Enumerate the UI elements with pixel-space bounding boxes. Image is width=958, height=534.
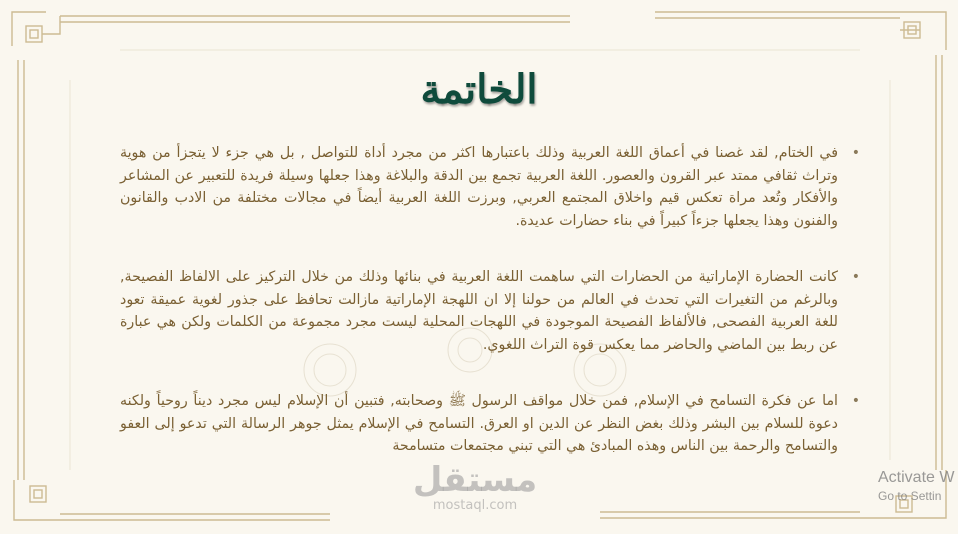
bullet-icon: •	[851, 269, 860, 285]
paragraph-text: كانت الحضارة الإماراتية من الحضارات التي ساهمت اللغة العربية في بنائها وذلك من خلال التركيز على الالفاظ الفصيحة, وبالرغم من التغيرات التي تحدث في العالم من حولنا إلا ان اللهجة الإماراتية مازالت تحافظ على جذور لغوية عميقة تعود للغة العربية الفصحى, فالألفاظ الفصيحة الموجودة في اللهجات المحلية ليست مجرد مجموعة من الكلمات ولكن هي عبارة عن ربط بين الماضي والحاضر مما يعكس قوة التراث اللغوي.	[120, 269, 838, 353]
activation-title: Activate W	[878, 469, 955, 486]
paragraph-text: في الختام, لقد غصنا في أعماق اللغة العربية وذلك باعتبارها اكثر من مجرد أداة للتواصل , بل هي جزء لا يتجزأ من هوية وتراث ثقافي ممتد عبر القرون والعصور. اللغة العربية تجمع بين الدقة والبلاغة وهذا جعلها وسيلة فريدة للتعبير عن المشاعر والأفكار وتُعد مراة تعكس قيم واخلاق المجتمع العربي, وبرزت اللغة العربية أيضاً في مجالات مختلفة من الادب والقانون والفنون وهذا يجعلها جزءاً كبيراً في بناء حضارات عديدة.	[120, 145, 838, 229]
bullet-icon: •	[851, 145, 860, 161]
paragraph-emirati-civilization	[120, 266, 860, 356]
slide-title: الخاتمة	[420, 66, 538, 113]
paragraph-conclusion	[120, 142, 860, 232]
slide-body	[120, 142, 860, 492]
windows-activation-notice	[878, 468, 954, 504]
bullet-icon: •	[851, 393, 860, 409]
watermark-url: mostaql.com	[432, 498, 518, 513]
paragraph-text: اما عن فكرة التسامح في الإسلام, فمن خلال مواقف الرسول ﷺ وصحابته, فتبين أن الإسلام ليس مجرد ديناً روحياً ولكنه دعوة للسلام بين البشر وذلك بغض النظر عن الدين او العرق. التسامح في الإسلام يمثل جوهر الرسالة التي تدعو إلى العفو والتسامح والرحمة بين الناس وهذه المبادئ هي التي تبني مجتمعات متسامحة	[120, 393, 838, 454]
paragraph-tolerance	[120, 390, 860, 458]
watermark-logo: مستقل	[412, 460, 538, 500]
activation-subtitle: Go to Settin	[878, 489, 942, 503]
